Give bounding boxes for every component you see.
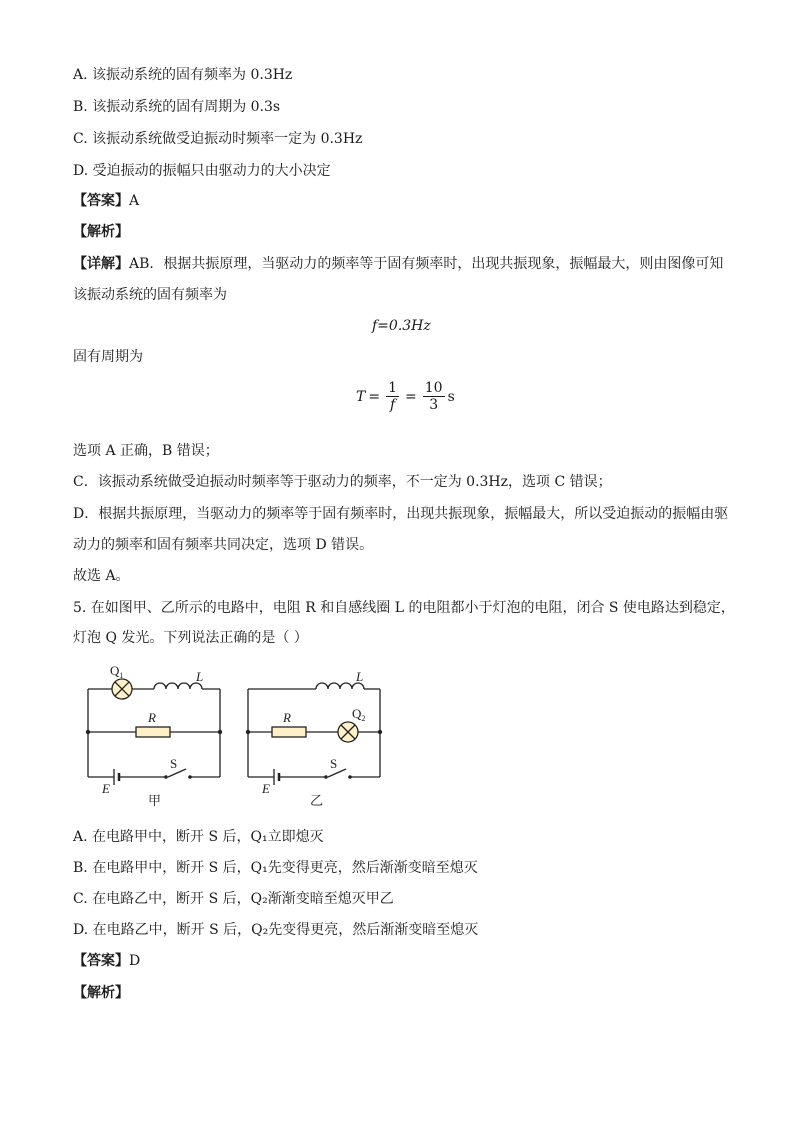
conclusion-ab: 选项 A 正确，B 错误； xyxy=(73,443,219,459)
q4-option-c: C. 该振动系统做受迫振动时频率一定为 0.3Hz xyxy=(73,131,363,147)
fraction-1-numerator: 1 xyxy=(388,380,397,396)
q5-stem-line-2: 灯泡 Q 发光。下列说法正确的是（ ） xyxy=(73,630,308,646)
detail-text-1: AB．根据共振原理，当驱动力的频率等于固有频率时，出现共振现象，振幅最大，则由图像可知 xyxy=(129,256,724,272)
final-choice: 故选 A。 xyxy=(73,568,130,584)
answer-tag: 【答案】 xyxy=(73,193,129,209)
eq-lhs: T xyxy=(356,388,366,405)
q4-analysis-tag: 【解析】 xyxy=(73,224,129,240)
switch-contact xyxy=(188,775,192,779)
q5-analysis-tag: 【解析】 xyxy=(73,985,129,1001)
label-q2: $Q_2$ xyxy=(352,706,366,723)
q4-option-b: B. 该振动系统的固有周期为 0.3s xyxy=(73,99,281,115)
q4-option-d: D. 受迫振动的振幅只由驱动力的大小决定 xyxy=(73,163,331,179)
q5-option-d: D. 在电路乙中，断开 S 后，Q₂先变得更亮，然后渐渐变暗至熄灭 xyxy=(73,922,479,938)
label-e-right: E xyxy=(262,781,270,796)
period-label: 固有周期为 xyxy=(73,349,143,365)
q5-stem-line-1: 5. 在如图甲、乙所示的电路中，电阻 R 和自感线圈 L 的电阻都小于灯泡的电阻，闭合 S 使电路达到稳定， xyxy=(73,600,735,616)
equation-period xyxy=(356,380,455,413)
circuit-left xyxy=(88,679,220,785)
fraction-2-denominator: 3 xyxy=(429,397,439,413)
q4-option-a: A. 该振动系统的固有频率为 0.3Hz xyxy=(73,67,293,83)
circuit-diagrams xyxy=(80,665,400,815)
label-r-left: R xyxy=(148,710,156,725)
label-e-left: E xyxy=(102,781,110,796)
junction-dot xyxy=(218,730,222,734)
answer-value: D xyxy=(129,953,141,969)
eq-unit: s xyxy=(447,388,455,405)
fraction-2 xyxy=(423,380,445,413)
equation-frequency: f=0.3Hz xyxy=(372,318,431,334)
label-q1: $Q_1$ xyxy=(110,665,124,680)
q4-answer xyxy=(73,191,139,211)
label-s-left: S xyxy=(170,756,178,771)
junction-dot xyxy=(246,730,250,734)
junction-dot xyxy=(378,730,382,734)
junction-dot xyxy=(86,730,90,734)
switch-contact xyxy=(164,775,168,779)
label-l-left: L xyxy=(196,669,204,684)
q5-option-a: A. 在电路甲中，断开 S 后，Q₁立即熄灭 xyxy=(73,829,324,845)
fraction-1-denominator: f xyxy=(389,397,396,413)
caption-right: 乙 xyxy=(310,793,324,808)
conclusion-d-line-2: 动力的频率和固有频率共同决定，选项 D 错误。 xyxy=(73,537,374,553)
fraction-1 xyxy=(386,380,399,413)
answer-value: A xyxy=(129,193,140,209)
conclusion-d-line-1: D．根据共振原理，当驱动力的频率等于固有频率时，出现共振现象，振幅最大，所以受迫振动的振幅由驱 xyxy=(73,506,729,522)
label-s-right: S xyxy=(330,756,338,771)
fraction-2-numerator: 10 xyxy=(424,380,443,396)
q4-detail-line-1 xyxy=(73,254,723,274)
eq-sign-1: = xyxy=(368,388,381,405)
conclusion-c: C．该振动系统做受迫振动时频率等于驱动力的频率，不一定为 0.3Hz，选项 C 错误； xyxy=(73,474,612,490)
q5-option-c: C. 在电路乙中，断开 S 后，Q₂渐渐变暗至熄灭甲乙 xyxy=(73,891,394,907)
q4-detail-line-2: 该振动系统的固有频率为 xyxy=(73,287,227,303)
switch-contact xyxy=(324,775,328,779)
detail-tag: 【详解】 xyxy=(73,256,129,272)
q5-answer xyxy=(73,951,140,971)
answer-tag: 【答案】 xyxy=(73,953,129,969)
eq-sign-2: = xyxy=(405,388,417,405)
q5-option-b: B. 在电路甲中，断开 S 后，Q₁先变得更亮，然后渐渐变暗至熄灭 xyxy=(73,860,478,876)
switch-contact xyxy=(348,775,352,779)
label-r-right: R xyxy=(283,710,291,725)
label-l-right: L xyxy=(356,669,364,684)
circuit-right xyxy=(248,683,380,785)
caption-left: 甲 xyxy=(148,793,162,808)
